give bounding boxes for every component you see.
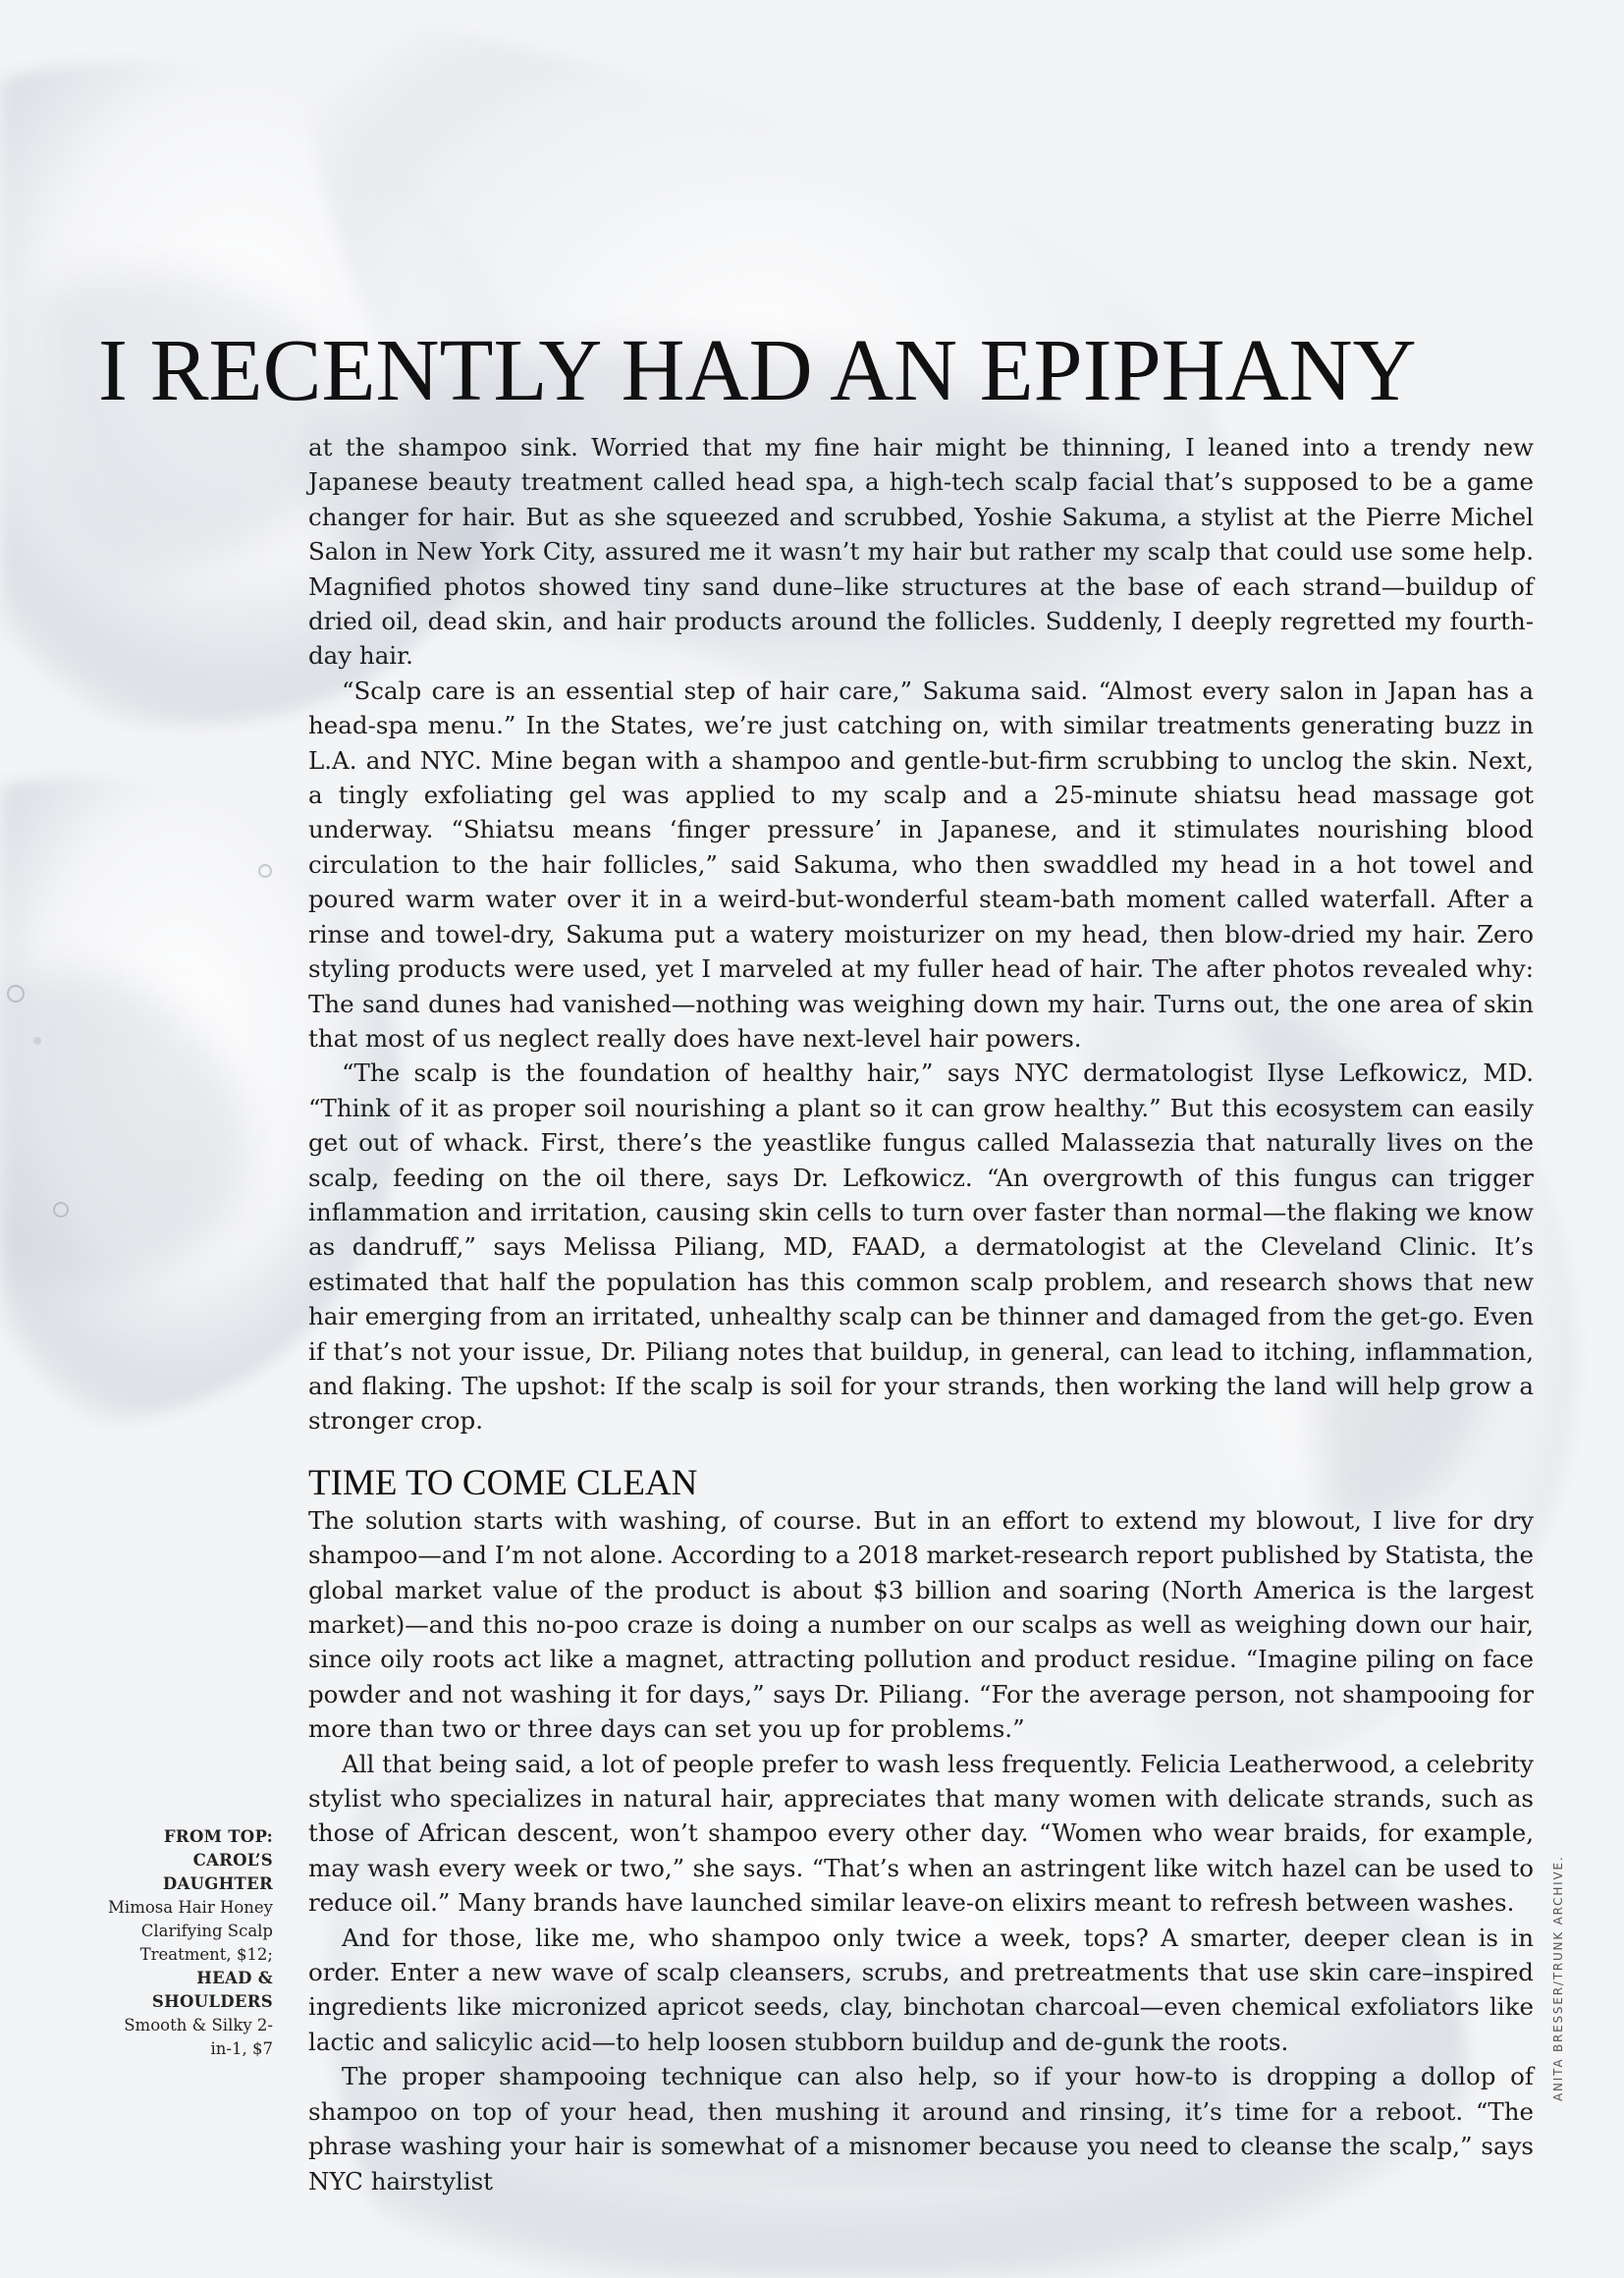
product-price: $7: [252, 2039, 273, 2058]
headline: I RECENTLY HAD AN EPIPHANY: [98, 322, 1417, 419]
paragraph: “Scalp care is an essential step of hair care,” Sakuma said. “Almost every salon in Japan has a head-spa menu.” In the States, we’re just catching on, with similar treatments generating buzz in L.A. and NYC. Mine began with a shampoo and gentle-but-firm scrubbing to unclog the skin. Next, a tingly exfoliating gel was applied to my scalp and a 25-minute shiatsu head massage got underway. “Shiatsu means ‘finger pressure’ in Japanese, and it stimulates nourishing blood circulation to the hair follicles,” said Sakuma, who then swaddled my head in a hot towel and poured warm water over it in a weird-but-wonderful steam-bath moment called waterfall. After a rinse and towel-dry, Sakuma put a watery moisturizer on my head, then blow-dried my hair. Zero styling products were used, yet I marveled at my fuller head of hair. The after photos revealed why: The sand dunes had vanished—nothing was weighing down my hair. Turns out, the one area of skin that most of us neglect really does have next-level hair powers.: [308, 676, 1534, 1053]
article-body: [308, 430, 1534, 2198]
product-brand: HEAD & SHOULDERS: [151, 1969, 273, 2011]
product-name: Mimosa Hair Honey Clarifying Scalp Treatment,: [108, 1898, 273, 1964]
product-name: Smooth & Silky 2-in-1,: [124, 2016, 273, 2058]
photo-credit: ANITA BRESSER/TRUNK ARCHIVE.: [1551, 1855, 1565, 2101]
paragraph: The solution starts with washing, of course. But in an effort to extend my blowout, I live for dry shampoo—and I’m not alone. According to a 2018 market-research report published by Statista, the global market value of the product is about $3 billion and soaring (North America is the largest market)—and this no-poo craze is doing a number on our scalps as well as weighing down our hair, since oily roots act like a magnet, attracting pollution and product residue. “Imagine piling on face powder and not washing it for days,” says Dr. Piliang. “For the average person, not shampooing for more than two or three days can set you up for problems.”: [308, 1505, 1534, 1744]
sidebar-label: FROM TOP:: [163, 1827, 273, 1846]
paragraph: The proper shampooing technique can also help, so if your how-to is dropping a dollop of shampoo on top of your head, then mushing it around and rinsing, it’s time for a reboot. “The phrase washing your hair is somewhat of a misnomer because you need to cleanse the scalp,” says NYC hairstylist: [308, 2062, 1534, 2196]
paragraph: “The scalp is the foundation of healthy hair,” says NYC dermatologist Ilyse Lefkowicz, MD. “Think of it as proper soil nourishing a plant so it can grow healthy.” But this ecosystem can easily get out of whack. First, there’s the yeastlike fungus called Malassezia that naturally lives on the scalp, feeding on the oil there, says Dr. Lefkowicz. “An overgrowth of this fungus can trigger inflammation and irritation, causing skin cells to turn over faster than normal—the flaking we know as dandruff,” says Melissa Piliang, MD, FAAD, a dermatologist at the Cleveland Clinic. It’s estimated that half the population has this common scalp problem, and research shows that new hair emerging from an irritated, unhealthy scalp can be thinner and damaged from the get-go. Even if that’s not your issue, Dr. Piliang notes that buildup, in general, can lead to itching, inflammation, and flaking. The upshot: If the scalp is soil for your strands, then working the land will help grow a stronger crop.: [308, 1058, 1534, 1436]
product-brand: CAROL’S DAUGHTER: [162, 1851, 273, 1893]
product-price: $12;: [236, 1945, 273, 1964]
paragraph: All that being said, a lot of people prefer to wash less frequently. Felicia Leatherwood, a celebrity stylist who specializes in natural hair, appreciates that many women with delicate strands, such as those of African descent, won’t shampoo every other day. “Women who wear braids, for example, may wash every week or two,” she says. “That’s when an astringent like witch hazel can be used to reduce oil.” Many brands have launched similar leave-on elixirs meant to refresh between washes.: [308, 1749, 1534, 1918]
product-credits-sidebar: [108, 1825, 273, 2061]
paragraph: And for those, like me, who shampoo only twice a week, tops? A smarter, deeper clean is in order. Enter a new wave of scalp cleansers, scrubs, and pretreatments that use skin care–inspired ingredients like micronized apricot seeds, clay, binchotan charcoal—even chemical exfoliators like lactic and salicylic acid—to help loosen stubborn buildup and de-gunk the roots.: [308, 1923, 1534, 2056]
paragraph: at the shampoo sink. Worried that my fine hair might be thinning, I leaned into a trendy new Japanese beauty treatment called head spa, a high-tech scalp facial that’s supposed to be a game changer for hair. But as she squeezed and scrubbed, Yoshie Sakuma, a stylist at the Pierre Michel Salon in New York City, assured me it wasn’t my hair but rather my scalp that could use some help. Magnified photos showed tiny sand dune–like structures at the base of each strand—buildup of dried oil, dead skin, and hair products around the follicles. Suddenly, I deeply regretted my fourth-day hair.: [308, 433, 1534, 671]
subhead: TIME TO COME CLEAN: [308, 1462, 698, 1503]
